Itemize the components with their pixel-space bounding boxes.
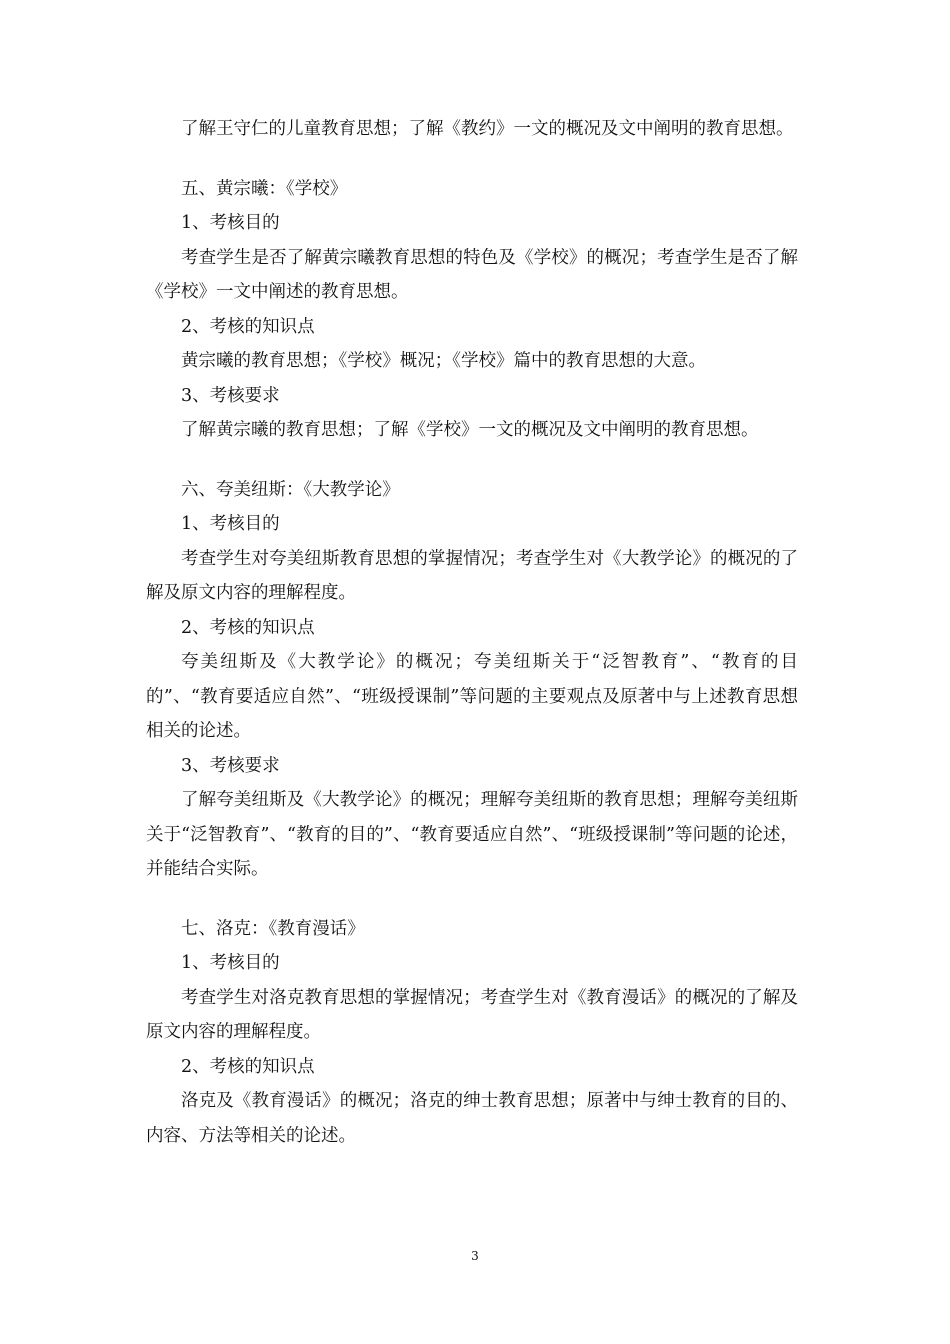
item-label: 1、考核目的 [181,953,280,973]
item-label: 1、考核目的 [181,213,280,233]
item-label: 2、考核的知识点 [181,1056,315,1077]
section-heading: 五、黄宗曦：《学校》 [181,178,348,199]
item-text: 洛克及《教育漫话》的概况；洛克的绅士教育思想；原著中与绅士教育的目的、内容、方法等相关的论述。 [146,1091,798,1146]
document-body [146,112,798,1153]
item-text: 黄宗曦的教育思想；《学校》概况；《学校》篇中的教育思想的大意。 [181,351,706,371]
section-comenius [146,473,798,887]
section-huang-zongxi [146,172,798,448]
item-label: 2、考核的知识点 [181,316,315,337]
item-label: 2、考核的知识点 [181,617,315,638]
section-gap [146,887,798,912]
section-heading: 七、洛克：《教育漫话》 [181,918,365,939]
intro-paragraph: 了解王守仁的儿童教育思想；了解《教约》一文的概况及文中阐明的教育思想。 [181,119,794,139]
page-number: 3 [471,1249,479,1263]
item-label: 3、考核要求 [181,755,280,776]
item-text: 考查学生对夸美纽斯教育思想的掌握情况；考查学生对《大教学论》的概况的了解及原文内容的理解程度。 [146,548,798,603]
item-text: 考查学生对洛克教育思想的掌握情况；考查学生对《教育漫话》的概况的了解及原文内容的理解程度。 [146,987,798,1042]
item-label: 3、考核要求 [181,385,280,406]
item-text: 了解夸美纽斯及《大教学论》的概况；理解夸美纽斯的教育思想；理解夸美纽斯关于“泛智教育”、“教育的目的”、“教育要适应自然”、“班级授课制”等问题的论述，并能结合实际。 [146,790,798,879]
item-text: 夸美纽斯及《大教学论》的概况；夸美纽斯关于“泛智教育”、“教育的目的”、“教育要适应自然”、“班级授课制”等问题的主要观点及原著中与上述教育思想相关的论述。 [146,652,798,741]
item-text: 了解黄宗曦的教育思想；了解《学校》一文的概况及文中阐明的教育思想。 [181,420,759,440]
section-gap [146,448,798,473]
section-locke [146,912,798,1154]
item-label: 1、考核目的 [181,514,280,534]
section-gap [146,147,798,172]
section-heading: 六、夸美纽斯：《大教学论》 [181,479,400,500]
item-text: 考查学生是否了解黄宗曦教育思想的特色及《学校》的概况；考查学生是否了解《学校》一文中阐述的教育思想。 [146,247,798,302]
